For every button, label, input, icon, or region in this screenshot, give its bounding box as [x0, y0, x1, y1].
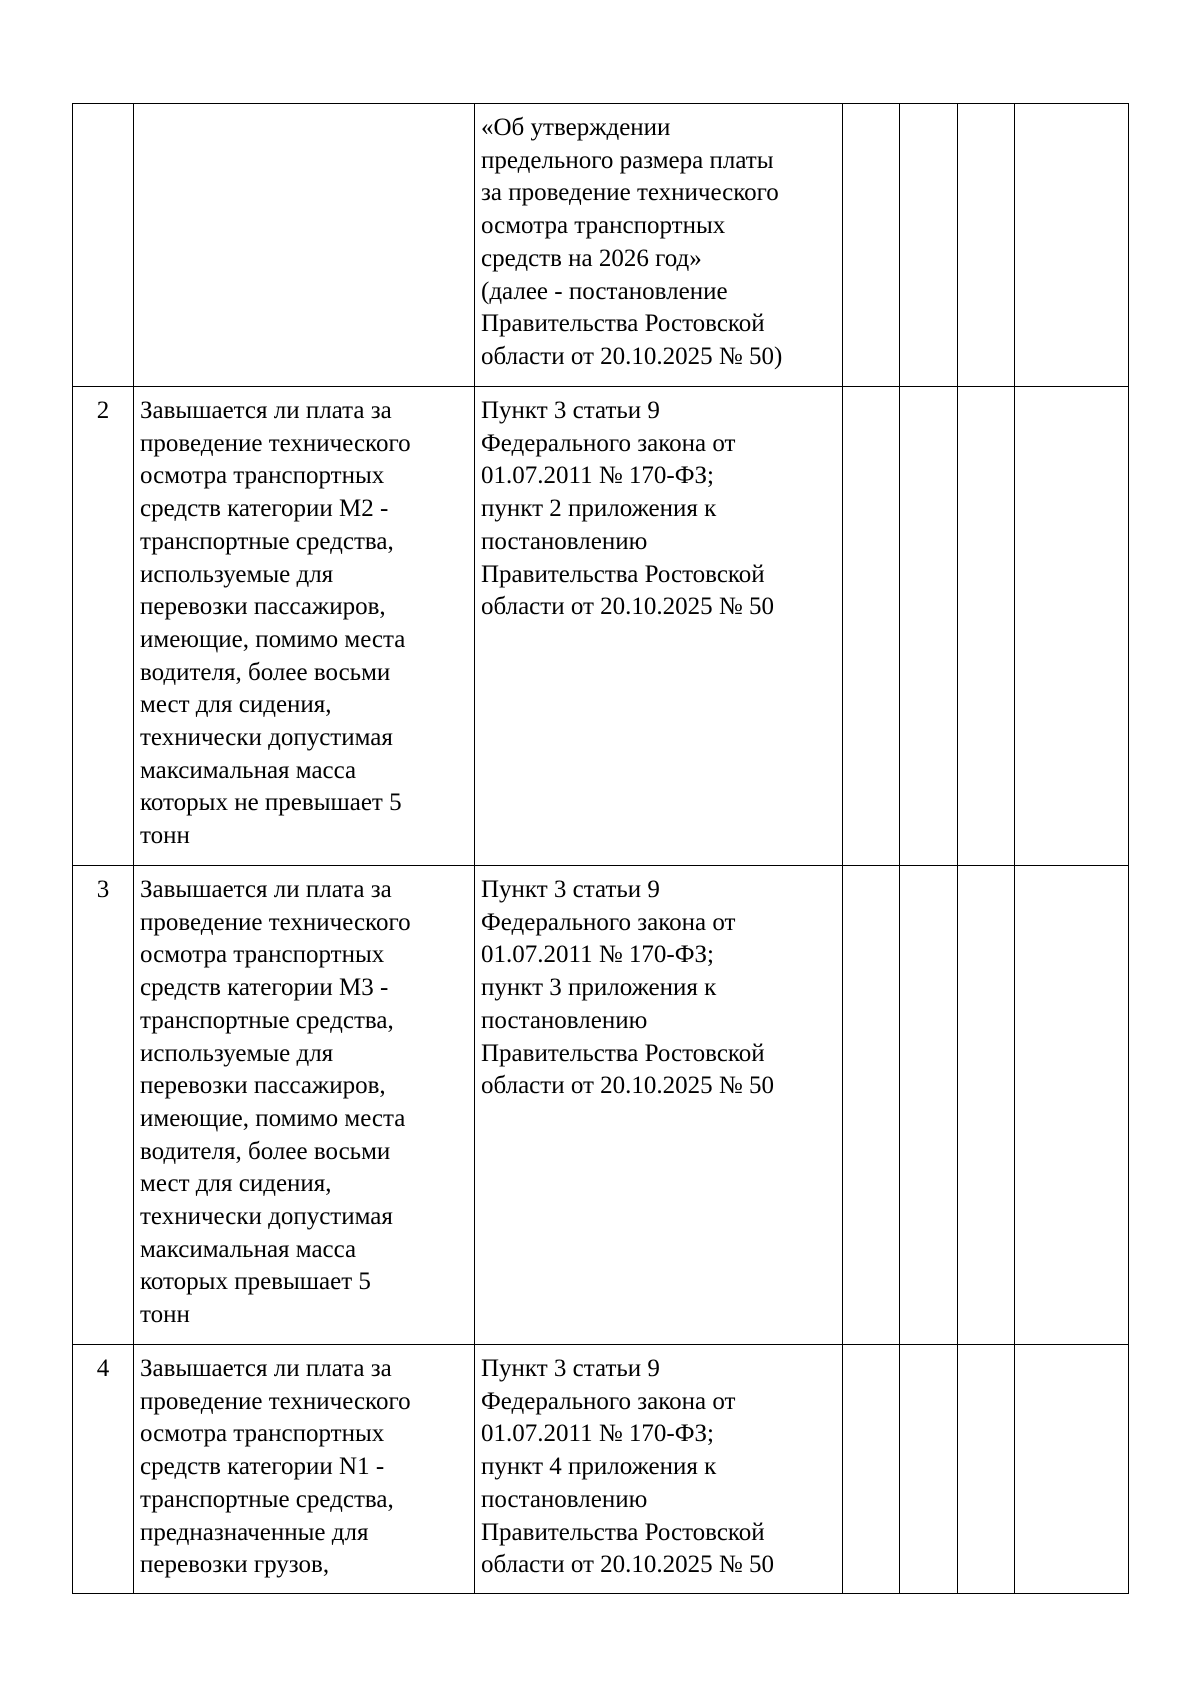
table-row [73, 387, 1129, 866]
answer-yes-cell [843, 1345, 900, 1594]
requirements-cell: Пункт 3 статьи 9 Федерального закона от 01.07.2011 № 170-ФЗ; пункт 3 приложения к постановлению Правительства Ростовской области от 20.10.2025 № 50 [475, 866, 843, 1345]
note-cell [1015, 866, 1129, 1345]
answer-na-cell [958, 866, 1015, 1345]
row-number-cell: 2 [73, 387, 134, 866]
note-cell [1015, 387, 1129, 866]
answer-yes-cell [843, 866, 900, 1345]
question-cell [134, 104, 475, 387]
table-row [73, 104, 1129, 387]
answer-no-cell [900, 866, 958, 1345]
answer-na-cell [958, 104, 1015, 387]
answer-yes-cell [843, 104, 900, 387]
answer-no-cell [900, 104, 958, 387]
answer-no-cell [900, 1345, 958, 1594]
question-cell: Завышается ли плата за проведение технического осмотра транспортных средств категории М3 - транспортные средства, используемые для перевозки пассажиров, имеющие, помимо места водителя, более восьми мест для сидения, технически допустимая максимальная масса которых превышает 5 тонн [134, 866, 475, 1345]
row-number-cell: 4 [73, 1345, 134, 1594]
answer-no-cell [900, 387, 958, 866]
answer-na-cell [958, 387, 1015, 866]
note-cell [1015, 1345, 1129, 1594]
checklist-table [72, 103, 1129, 1594]
table-row [73, 866, 1129, 1345]
table-row [73, 1345, 1129, 1594]
question-cell: Завышается ли плата за проведение технического осмотра транспортных средств категории М2 - транспортные средства, используемые для перевозки пассажиров, имеющие, помимо места водителя, более восьми мест для сидения, технически допустимая максимальная масса которых не превышает 5 тонн [134, 387, 475, 866]
answer-na-cell [958, 1345, 1015, 1594]
requirements-cell: Пункт 3 статьи 9 Федерального закона от 01.07.2011 № 170-ФЗ; пункт 2 приложения к постановлению Правительства Ростовской области от 20.10.2025 № 50 [475, 387, 843, 866]
row-number-cell [73, 104, 134, 387]
question-cell: Завышается ли плата за проведение технического осмотра транспортных средств категории N1 - транспортные средства, предназначенные для перевозки грузов, [134, 1345, 475, 1594]
answer-yes-cell [843, 387, 900, 866]
requirements-cell: Пункт 3 статьи 9 Федерального закона от 01.07.2011 № 170-ФЗ; пункт 4 приложения к постановлению Правительства Ростовской области от 20.10.2025 № 50 [475, 1345, 843, 1594]
row-number-cell: 3 [73, 866, 134, 1345]
requirements-cell: «Об утверждении предельного размера платы за проведение технического осмотра транспортных средств на 2026 год» (далее - постановление Правительства Ростовской области от 20.10.2025 № 50) [475, 104, 843, 387]
note-cell [1015, 104, 1129, 387]
